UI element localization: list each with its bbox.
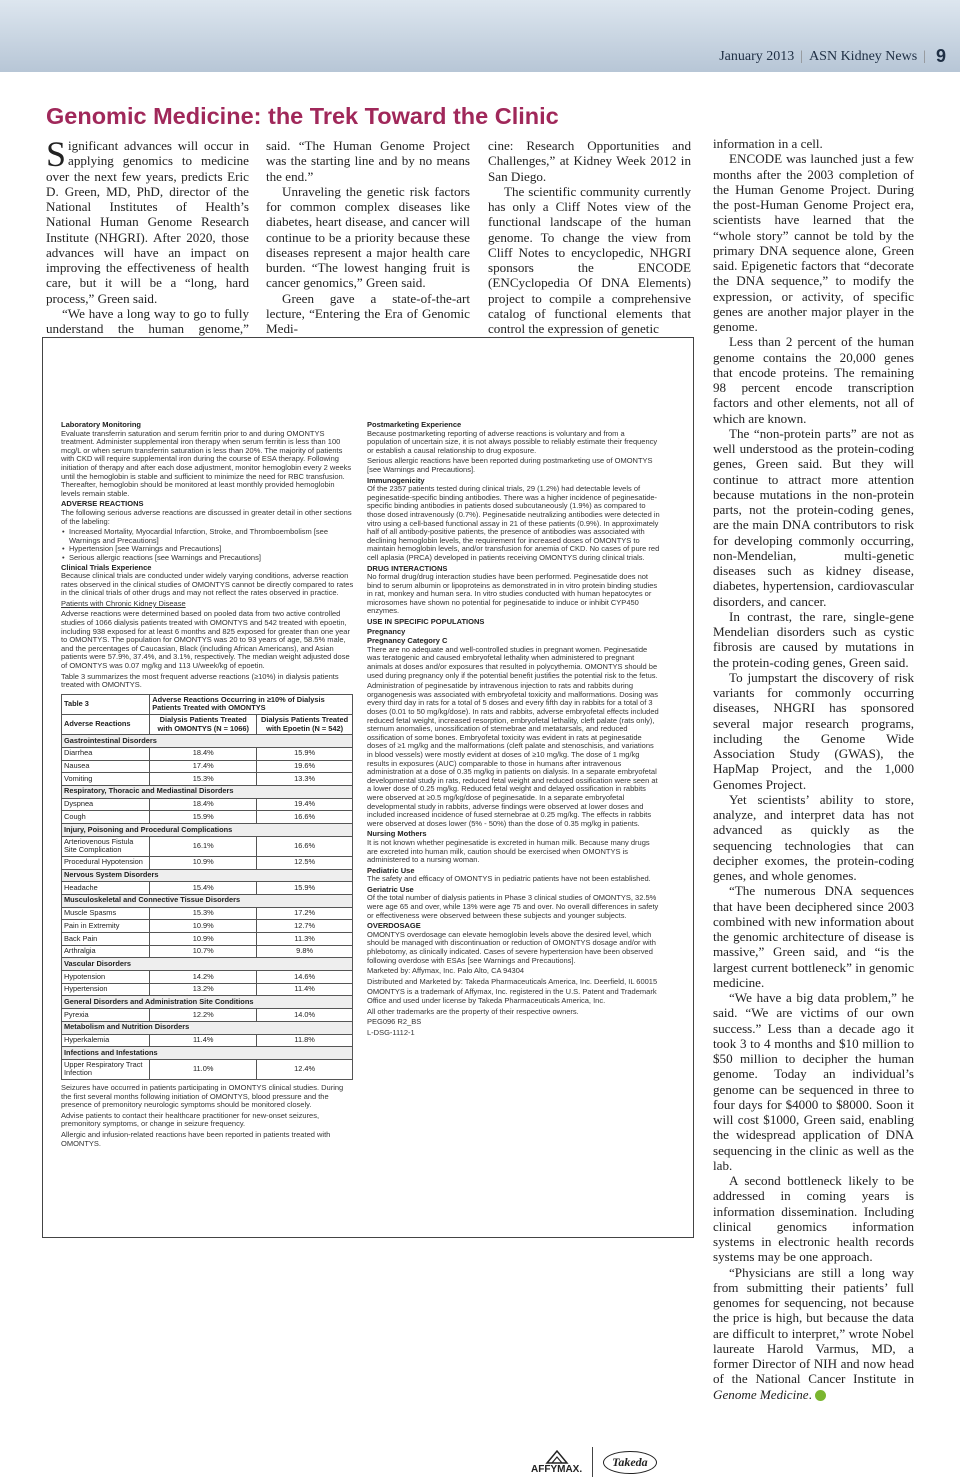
table-cell: 12.4% [257, 1059, 353, 1079]
ad-heading: Geriatric Use [367, 884, 414, 894]
table-row [62, 747, 353, 760]
ad-heading: Pregnancy Category C [367, 636, 448, 646]
table-cell: 15.3% [150, 907, 257, 920]
publication-name: ASN Kidney News [809, 48, 918, 64]
table-row [62, 1034, 353, 1047]
table-cell: 11.4% [150, 1034, 257, 1047]
ad-paragraph: There are no adequate and well-controlled studies in pregnant women. Peginesatide was teratogenic and caused embryofetal lethality when administered to pregnant animals at doses and/or exposures that resulted in polycythemia. OMONTYS should be used during pregnancy only if the potential benefit justifies the potential risk to the fetus. [367, 644, 658, 680]
ad-paragraph: Of the total number of dialysis patients in Phase 3 clinical studies of OMONTYS, 32.5% were age 65 and over, while 13% were age 75 and over. No overall differences in safety or effectiveness were observed between these subjects and younger subjects. [367, 893, 659, 920]
ad-heading: Pediatric Use [367, 865, 415, 875]
table-cell: 14.2% [150, 971, 257, 984]
table-cell: Vomiting [62, 773, 150, 786]
ad-paragraph: Table 3 summarizes the most frequent adverse reactions (≥10%) in dialysis patients treated with OMONTYS. [61, 671, 339, 690]
ad-paragraph: Because postmarketing reporting of adverse reactions is voluntary and from a population of uncertain size, it is not always possible to reliably estimate their frequency or establish a causal relationship to drug exposure. [367, 428, 658, 455]
table-cell: 13.3% [257, 773, 353, 786]
article-column-3 [488, 138, 691, 336]
ad-paragraph: Marketed by: Affymax, Inc. Palo Alto, CA 94304 [367, 966, 525, 976]
affymax-mark-icon [546, 1450, 568, 1464]
table-cell: Procedural Hypotension [62, 856, 150, 869]
header-separator: | [923, 48, 926, 64]
table-cell: 12.2% [150, 1009, 257, 1022]
ad-paragraph: Of the 2357 patients tested during clinical trials, 29 (1.2%) had detectable levels of peginesatide-specific binding antibodies. There was a higher incidence of peginesatide-specific binding antibodies in patients dosed subcutaneously (1.9%) as compared to those dosed intravenously (0.7%). Peginesatide neutralizing antibodies were detected in vitro using a cell-based functional assay in 21 of these patients (0.9%). In approximately half of all antibody-positive patients, the presence of antibodies was associated with declining hemoglobin levels, the requirement for increased doses of OMONTYS to maintain hemoglobin levels, and/or transfusion for anemia of CKD. No cases of pure red cell aplasia (PRCA) developed in patients receiving OMONTYS during clinical trials. [367, 484, 660, 562]
article-paragraph: Green gave a state-of-the-art lecture, “Entering the Era of Genomic Medi- [266, 290, 470, 336]
end-of-article-icon [815, 1390, 826, 1401]
table-cell: 18.4% [150, 798, 257, 811]
affymax-logo [531, 1450, 582, 1475]
ad-paragraph: Adverse reactions were determined based on pooled data from two active controlled studies of 1066 dialysis patients treated with OMONTYS and 542 treated with epoetin, including 938 exposed for at least 6 months and 825 exposed for greater than one year to OMONTYS. The population for OMONTYS was 20 to 93 years of age, 58.5% male, and the percentages of Caucasian, Black (including African Americans), and Asian patients were 57.9%, 37.4%, and 3.1%, respectively. The median weight adjusted dose of OMONTYS was 0.07 mg/kg and 113 U/week/kg of epoetin. [61, 609, 350, 671]
ad-paragraph: Serious allergic reactions have been reported during postmarketing use of OMONTYS [see Warnings and Precautions]. [367, 456, 653, 474]
table-cell: 14.0% [257, 1009, 353, 1022]
ad-heading: Immunogenicity [367, 475, 425, 485]
table-caption: Adverse Reactions Occurring in ≥10% of Dialysis Patients Treated with OMONTYS [150, 694, 353, 714]
column-header-epoetin: Dialysis Patients Treated with Epoetin (N = 542) [257, 715, 353, 735]
article-paragraph: information in a cell. [713, 136, 823, 151]
table-group-header: Metabolism and Nutrition Disorders [62, 1021, 353, 1034]
ad-paragraph: The following serious adverse reactions are discussed in greater detail in other sections of the labeling: [61, 507, 352, 526]
table-cell: 9.8% [257, 945, 353, 958]
article-paragraph: said. “The Human Genome Project was the starting line and by no means the end.” [266, 138, 470, 184]
table-cell: 19.4% [257, 798, 353, 811]
table-cell: 11.3% [257, 933, 353, 946]
table-label: Table 3 [62, 694, 150, 714]
table-cell: Pyrexia [62, 1009, 150, 1022]
ad-paragraph: OMONTYS overdosage can elevate hemoglobin levels above the desired level, which should be managed with discontinuation or reduction of OMONTYS dosage and/or with phlebotomy, as clinically indicated. Cases of severe hypertension have been observed following overdose with ESAs [see Warnings and Precautions]. [367, 929, 656, 965]
table-cell: 10.7% [150, 945, 257, 958]
ad-paragraph: It is not known whether peginesatide is excreted in human milk. Because many drugs are excreted into human milk, caution should be exercised when OMONTYS is administered to a nursing woman. [367, 837, 650, 865]
ad-paragraph: PEG096 R2_BS [367, 1017, 422, 1027]
issue-date: January 2013 [719, 48, 795, 64]
article-paragraph: In contrast, the rare, single-gene Mendelian disorders such as cystic fibrosis are caused by mutations in the protein-coding genes, Green said. [713, 608, 914, 670]
table-row [62, 971, 353, 984]
table-cell: 17.4% [150, 760, 257, 773]
table-cell: 10.9% [150, 920, 257, 933]
article-paragraph: Yet scientists’ ability to store, analyze, and interpret data has not advanced as quickly as the sequencing technologies that can decipher exomes, the protein-coding genes, and whole genomes. [713, 791, 914, 883]
table-cell: Arteriovenous Fistula Site Complication [62, 836, 150, 856]
table-row [62, 773, 353, 786]
article-paragraph: Unraveling the genetic risk factors for common complex diseases like diabetes, heart disease, and cancer will continue to be a priority because these diseases represent a major health care burden. “The lowest hanging fruit is cancer genomics,” Green said. [266, 183, 470, 291]
table-group-header: General Disorders and Administration Site Conditions [62, 996, 353, 1009]
table-cell: Hypotension [62, 971, 150, 984]
takeda-logo: Takeda [603, 1451, 657, 1474]
article-paragraph [713, 1265, 914, 1402]
table-cell: 15.9% [257, 882, 353, 895]
table-cell: Hypertension [62, 983, 150, 996]
article-paragraph: The “non-protein parts” are not as well understood as the protein-coding genes, Green said. But they will continue to attract more attention because mutations in the non-protein parts, not the protein-coding genes, are the main DNA contributors to risk for developing commonly occurring, non-Mendelian, multi-genetic diseases such as kidney disease, diabetes, hypertension, cardiovascular disorders, and cancer. [713, 425, 914, 609]
table-cell: 13.2% [150, 983, 257, 996]
bullet-list [61, 528, 354, 562]
paragraph-text: “Physicians are still a long way from submitting their patients’ full genomes for sequencing, not because the price is high, but because the data are difficult to interpret,” wrote Nobel laureate Harold Varmus, MD, a former Director of NIH and now head of the National Cancer Institute in [713, 1264, 914, 1387]
table-cell: 10.9% [150, 933, 257, 946]
article-column-1 [46, 134, 249, 336]
table-cell: 15.4% [150, 882, 257, 895]
journal-name: Genome Medicine [713, 1386, 809, 1402]
table-row [62, 882, 353, 895]
ad-right-column [367, 420, 660, 1140]
bullet-item: • Increased Mortality, Myocardial Infarction, Stroke, and Thromboembolism [see Warnings and Precautions] [61, 528, 354, 545]
table-cell: Arthralgia [62, 945, 150, 958]
drug-advertisement [42, 337, 694, 1475]
table-cell: 10.9% [150, 856, 257, 869]
ad-heading: ADVERSE REACTIONS [61, 499, 144, 509]
table-cell: Headache [62, 882, 150, 895]
table-cell: Muscle Spasms [62, 907, 150, 920]
table-row [62, 1059, 353, 1079]
ad-paragraph: Advise patients to contact their healthcare practitioner for new-onset seizures, premonitory symptoms, or change in seizure frequency. [61, 1110, 320, 1129]
article-column-2 [266, 138, 470, 336]
column-header-omontys: Dialysis Patients Treated with OMONTYS (N = 1066) [150, 715, 257, 735]
table-group-header: Gastrointestinal Disorders [62, 735, 353, 748]
table-cell: Nausea [62, 760, 150, 773]
ad-paragraph: Because clinical trials are conducted under widely varying conditions, adverse reaction rates observed in the clinical studies of OMONTYS cannot be directly compared to rates in the clinical trials of other drugs and may not reflect the rates observed in practice. [61, 571, 354, 598]
table-cell: 11.0% [150, 1059, 257, 1079]
table-cell: 12.7% [257, 920, 353, 933]
ad-paragraph: Evaluate transferrin saturation and serum ferritin prior to and during OMONTYS treatment. Administer supplemental iron therapy when serum ferritin is less than 100 mcg/L or when serum transferrin saturation is less than 20%. The majority of patients with CKD will require supplemental iron during the course of ESA therapy. Following initiation of therapy and after each dose adjustment, monitor hemoglobin every 2 weeks until the hemoglobin is stable and sufficient to minimize the need for RBC transfusion. Thereafter, hemoglobin should be monitored at least monthly provided hemoglobin levels remain stable. [61, 428, 352, 498]
table-cell: Cough [62, 811, 150, 824]
table-cell: Upper Respiratory Tract Infection [62, 1059, 150, 1079]
ad-paragraph: No formal drug/drug interaction studies have been performed. Peginesatide does not bind to serum albumin or lipoproteins as demonstrated in in vitro protein binding studies in rat, monkey and human sera. In vitro studies conducted with human hepatocytes or microsomes have shown no potential for peginesatide to induce or inhibit CYP450 enzymes. [367, 572, 658, 616]
ad-heading: OVERDOSAGE [367, 921, 421, 931]
ad-paragraph: Allergic and infusion-related reactions have been reported in patients treated with OMONTYS. [61, 1130, 331, 1148]
article-paragraph: A second bottleneck likely to be addressed in coming years is information dissemination. Including clinical genomics information systems in electronic health records systems may be one approach. [713, 1173, 914, 1265]
table-row [62, 836, 353, 856]
table-row [62, 907, 353, 920]
bullet-item: • Serious allergic reactions [see Warnings and Precautions] [61, 554, 354, 563]
paragraph-text: ignificant advances will occur in applying genomics to medicine over the next few years, predicts Eric D. Green, MD, PhD, director of the National Institutes of Health’s National Human Genome Research Institute (NHGRI). After 2020, those advances will have an impact on improving the effectiveness of health care, but it will be a “long, hard process,” Green said. [46, 138, 249, 306]
table-cell: 15.9% [150, 811, 257, 824]
table-row [62, 798, 353, 811]
ad-paragraph: Seizures have occurred in patients participating in OMONTYS clinical studies. During the first several months following initiation of OMONTYS, blood pressure and the presence of premonitory neurologic symptoms should be monitored closely. [61, 1083, 344, 1110]
table-group-header: Infections and Infestations [62, 1047, 353, 1060]
article-paragraph: “The numerous DNA sequences that have been deciphered since 2003 combined with new information about the genomic architecture of disease is massive,” Green said, and “is the largest current bottleneck” in genomic medicine. [713, 883, 914, 990]
adverse-reactions-table [61, 694, 353, 1080]
ad-heading: Nursing Mothers [367, 829, 427, 839]
table-cell: Pain in Extremity [62, 920, 150, 933]
table-group-header: Respiratory, Thoracic and Mediastinal Disorders [62, 785, 353, 798]
ad-heading: Laboratory Monitoring [61, 420, 141, 429]
ad-heading: DRUG INTERACTIONS [367, 563, 448, 573]
article-paragraph: The scientific community currently has only a Cliff Notes view of the functional landscape of the human genome. To change the view from Cliff Notes to encyclopedic, NHGRI sponsors the ENCODE (ENCyclopedia Of DNA Elements) project to compile a comprehensive catalog of functional elements that control the expression of genetic [488, 183, 691, 336]
ad-paragraph: Distributed and Marketed by: Takeda Pharmaceuticals America, Inc. Deerfield, IL 60015 [367, 976, 658, 986]
article-paragraph: “We have a long way to go to fully understand the human genome,” [46, 305, 249, 336]
table-group-header: Musculoskeletal and Connective Tissue Disorders [62, 894, 353, 907]
table-cell: Dyspnea [62, 798, 150, 811]
ad-paragraph: Administration of peginesatide by intravenous injection to rats and rabbits during organogenesis was associated with embryofetal toxicity and malformations. Dosing was every third day in rats for a total of 5 doses and every fifth day in rabbits for a total of 3 doses (0.01 to 50 mg/kg/dose). In rats and rabbits, adverse embryofetal effects included reduced fetal weight, increased resorption, embryofetal lethality, cleft palate (rats only), sternum anomalies, unossification of sternebrae and metatarsals, and reduced ossification of some bones. Embryofetal toxicity was evident in rats at peginesatide doses of ≥1 mg/kg and the malformations (cleft palate and stenoschisis, and variations in blood vessels) were mostly evident at doses of ≥10 mg/kg. The dose of 1 mg/kg results in exposures (AUC) comparable to those in humans after intravenous administration at a dose of 0.35 mg/kg in patients on dialysis. In a separate embryofetal developmental study in rats, reduced fetal weight and reduced ossification were seen at a lower dose of 0.25 mg/kg. Reduced fetal weight and delayed ossification in rabbits were observed at ≥0.5 mg/kg/dose of peginesatide. In a separate embryofetal developmental study in rabbits, adverse findings were observed at lower doses and included increased incidence of fused sternebrae at 0.25 mg/kg. The effects in rabbits were observed at doses lower (5% - 50%) than the dose of 0.35 mg/kg in patients. [367, 681, 659, 828]
ad-paragraph: All other trademarks are the property of their respective owners. [367, 1006, 579, 1016]
table-cell: 11.4% [257, 983, 353, 996]
ad-heading: Pregnancy [367, 626, 406, 636]
table-cell: 14.6% [257, 971, 353, 984]
page-number: 9 [935, 46, 946, 66]
table-row [62, 983, 353, 996]
table-row [62, 760, 353, 773]
article-column-4 [713, 136, 914, 1402]
table-cell: 17.2% [257, 907, 353, 920]
article-paragraph [46, 134, 249, 306]
table-row [62, 1009, 353, 1022]
table-cell: 18.4% [150, 747, 257, 760]
ad-paragraph: L-DSG-1112-1 [367, 1027, 415, 1037]
paragraph-end: . [808, 1386, 812, 1402]
table-row [62, 933, 353, 946]
logo-divider [592, 1447, 593, 1477]
article-title: Genomic Medicine: the Trek Toward the Clinic [46, 103, 559, 129]
table-cell: Diarrhea [62, 747, 150, 760]
affymax-wordmark: AFFYMAX. [531, 1463, 583, 1475]
table-row [62, 811, 353, 824]
table-cell: 11.8% [257, 1034, 353, 1047]
ad-subheading: Patients with Chronic Kidney Disease [61, 598, 186, 608]
ad-paragraph: OMONTYS is a trademark of Affymax, Inc. registered in the U.S. Patent and Trademark Office and used under license by Takeda Pharmaceuticals America, Inc. [367, 987, 657, 1005]
page-header [719, 46, 946, 67]
ad-heading: Postmarketing Experience [367, 420, 462, 429]
table-cell: 16.6% [257, 836, 353, 856]
column-header-reactions: Adverse Reactions [62, 715, 150, 735]
table-cell: 19.6% [257, 760, 353, 773]
ad-paragraph: The safety and efficacy of OMONTYS in pediatric patients have not been established. [367, 874, 651, 884]
bullet-item: • Hypertension [see Warnings and Precautions] [61, 545, 354, 554]
ad-logos [531, 1442, 721, 1482]
table-group-header: Nervous System Disorders [62, 869, 353, 882]
header-separator: | [800, 48, 804, 64]
table-cell: Back Pain [62, 933, 150, 946]
table-row [62, 920, 353, 933]
ad-heading: Clinical Trials Experience [61, 562, 152, 572]
table-group-header: Vascular Disorders [62, 958, 353, 971]
table-cell: 15.9% [257, 747, 353, 760]
table-cell: 12.5% [257, 856, 353, 869]
ad-left-column [61, 420, 354, 1190]
drop-cap: S [46, 134, 67, 174]
table-cell: Hyperkalemia [62, 1034, 150, 1047]
table-cell: 16.1% [150, 836, 257, 856]
ad-heading: USE IN SPECIFIC POPULATIONS [367, 617, 485, 627]
table-cell: 16.6% [257, 811, 353, 824]
table-row [62, 856, 353, 869]
article-paragraph: “We have a big data problem,” he said. “We are victims of our own success.” Less than a decade ago it took 3 to 4 months and $10 million to $50 million to decipher the human genome. Today an individual’s genome can be sequenced in three to four days for $4000 to $8000. Soon it will cost $1000, Green said, enabling the widespread application of DNA sequencing in the clinic as well as the lab. [713, 990, 914, 1173]
article-paragraph: cine: Research Opportunities and Challenges,” at Kidney Week 2012 in San Diego. [488, 138, 691, 184]
article-paragraph: To jumpstart the discovery of risk variants for commonly occurring diseases, NHGRI has sponsored several major research programs, including the Genome Wide Association Study (GWAS), the HapMap Project, and the 1,000 Genomes Project. [713, 669, 914, 792]
table-row [62, 945, 353, 958]
table-cell: 15.3% [150, 773, 257, 786]
article-paragraph: ENCODE was launched just a few months after the 2003 completion of the Human Genome Project. During the post-Human Genome Project era, scientists have learned that the “whole story” cannot be told by the primary DNA sequence alone, Green said. Epigenetic factors that “decorate the DNA sequence,” to modify the expression, or activity, of specific genes are another major player in the genome. [713, 151, 914, 334]
article-paragraph: Less than 2 percent of the human genome contains the 20,000 genes that encode proteins. The remaining 98 percent encode transcription factors and other elements, not all of which are known. [713, 334, 914, 426]
table-group-header: Injury, Poisoning and Procedural Complications [62, 824, 353, 837]
